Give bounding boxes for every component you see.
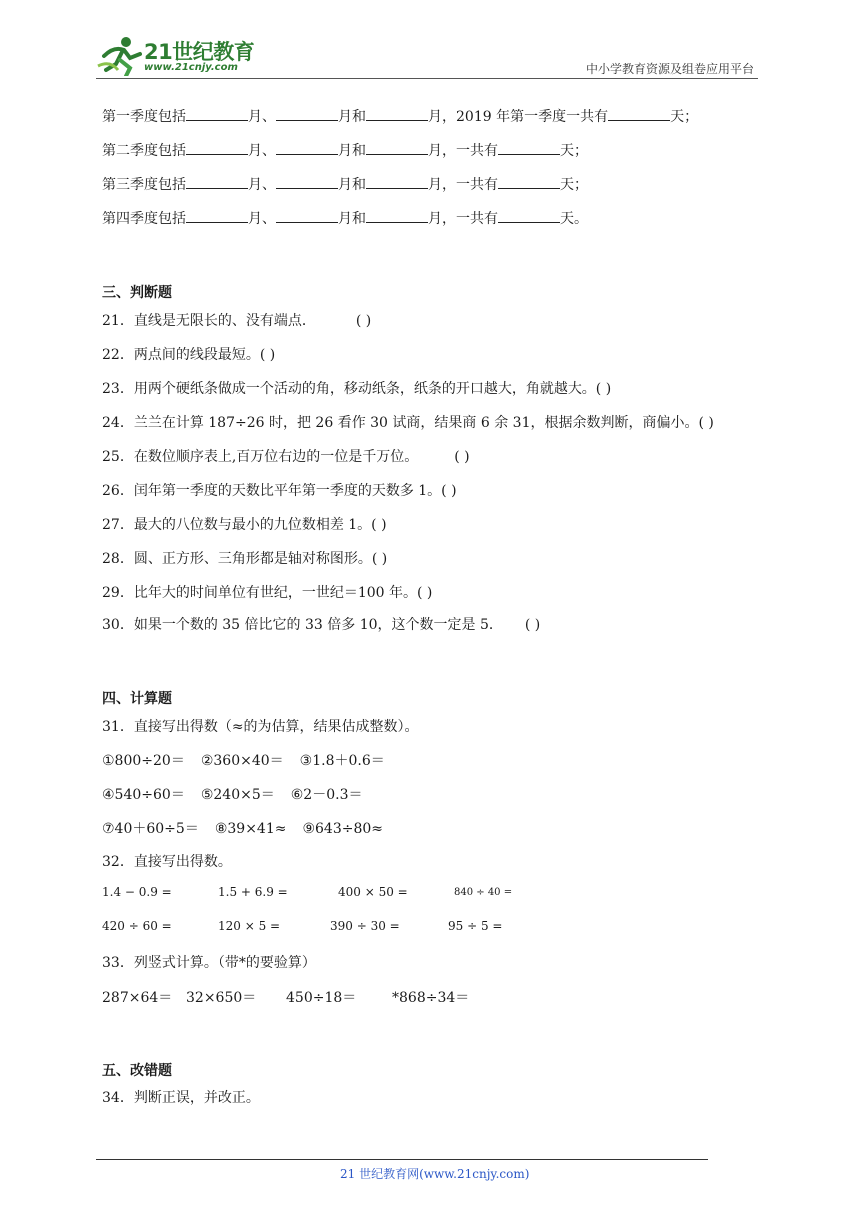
answer-blank[interactable]	[366, 140, 428, 155]
quarter-line: 第一季度包括 月、 月和 月，2019 年第一季度一共有 天；	[102, 106, 698, 126]
calc-item: 32×650＝	[186, 990, 257, 1006]
question-item: 26．闰年第一季度的天数比平年第一季度的天数多 1。( )	[102, 483, 457, 499]
calc-item: ⑧39×41≈	[214, 821, 287, 837]
answer-blank[interactable]	[276, 174, 338, 189]
answer-paren[interactable]: ( )	[454, 449, 470, 465]
logo-text: 21世纪教育	[144, 40, 255, 64]
calc-item: 1.5 + 6.9 =	[218, 885, 288, 899]
answer-blank[interactable]	[608, 106, 670, 121]
question-item: 30．如果一个数的 35 倍比它的 33 倍多 10，这个数一定是 5． ( )	[102, 617, 541, 633]
calc-item: ⑦40＋60÷5＝	[102, 821, 199, 837]
answer-paren[interactable]: ( )	[524, 617, 541, 633]
calc-item: ⑨643÷80≈	[302, 821, 384, 837]
calc-item: ④540÷60＝	[102, 787, 185, 803]
calc-item: ②360×40＝	[200, 753, 284, 769]
question-32: 32．直接写出得数。	[102, 854, 232, 870]
header-divider	[96, 78, 758, 79]
answer-paren[interactable]: )	[376, 517, 387, 533]
section-title: 三、判断题	[102, 285, 172, 301]
calc-item: 390 ÷ 30 =	[330, 919, 400, 933]
answer-blank[interactable]	[186, 106, 248, 121]
footer-link[interactable]: 21 世纪教育网(www.21cnjy.com)	[340, 1167, 530, 1181]
answer-blank[interactable]	[186, 174, 248, 189]
question-item: 25．在数位顺序表上,百万位右边的一位是千万位。 ( )	[102, 449, 470, 465]
answer-paren[interactable]: )	[446, 483, 457, 499]
calc-item: 420 ÷ 60 =	[102, 919, 172, 933]
question-item: 24．兰兰在计算 187÷26 时，把 26 看作 30 试商，结果商 6 余 31，根据余数判断，商偏小。( )	[102, 415, 714, 431]
question-33: 33．列竖式计算。（带*的要验算）	[102, 955, 316, 971]
question-item: 21．直线是无限长的、没有端点． ( )	[102, 313, 372, 329]
question-34: 34．判断正误，并改正。	[102, 1090, 260, 1106]
calc-row	[102, 750, 385, 770]
question-item: 22．两点间的线段最短。( )	[102, 347, 276, 363]
calc-item: 1.4 − 0.9 =	[102, 885, 172, 899]
site-logo	[96, 36, 266, 80]
logo-url: www.21cnjy.com	[144, 62, 238, 73]
answer-blank[interactable]	[366, 208, 428, 223]
runner-icon	[96, 36, 142, 76]
footer-divider	[96, 1159, 708, 1160]
calc-item: ③1.8＋0.6＝	[299, 753, 385, 769]
answer-blank[interactable]	[276, 106, 338, 121]
answer-blank[interactable]	[186, 140, 248, 155]
answer-paren[interactable]: )	[265, 347, 276, 363]
answer-blank[interactable]	[498, 140, 560, 155]
question-item: 27．最大的八位数与最小的九位数相差 1。( )	[102, 517, 387, 533]
calc-row	[102, 784, 362, 804]
question-item: 28．圆、正方形、三角形都是轴对称图形。( )	[102, 551, 388, 567]
section-title: 五、改错题	[102, 1063, 172, 1079]
quarter-line: 第三季度包括 月、 月和 月，一共有 天；	[102, 174, 588, 194]
platform-name: 中小学教育资源及组卷应用平台	[585, 62, 754, 76]
answer-blank[interactable]	[186, 208, 248, 223]
calc-item: 400 × 50 =	[338, 885, 408, 899]
calc-item: *868÷34＝	[392, 990, 470, 1006]
calc-item: ①800÷20＝	[102, 753, 185, 769]
calc-item: 120 × 5 =	[218, 919, 281, 933]
question-item: 29．比年大的时间单位有世纪，一世纪＝100 年。( )	[102, 585, 433, 601]
answer-blank[interactable]	[276, 208, 338, 223]
answer-blank[interactable]	[498, 208, 560, 223]
answer-paren[interactable]: )	[601, 381, 612, 397]
calc-item: ⑤240×5＝	[200, 787, 275, 803]
calc-item: 95 ÷ 5 =	[448, 919, 503, 933]
answer-blank[interactable]	[276, 140, 338, 155]
answer-blank[interactable]	[366, 106, 428, 121]
answer-paren[interactable]: )	[422, 585, 433, 601]
question-31: 31．直接写出得数（≈的为估算，结果估成整数）。	[102, 719, 419, 735]
quarter-line: 第四季度包括 月、 月和 月，一共有 天。	[102, 208, 588, 228]
answer-blank[interactable]	[498, 174, 560, 189]
answer-blank[interactable]	[366, 174, 428, 189]
section-title: 四、计算题	[102, 691, 172, 707]
question-item: 23．用两个硬纸条做成一个活动的角，移动纸条，纸条的开口越大，角就越大。( )	[102, 381, 612, 397]
calc-item: ⑥2－0.3＝	[290, 787, 363, 803]
answer-paren[interactable]: )	[703, 415, 714, 431]
answer-paren[interactable]: )	[377, 551, 388, 567]
calc-item: 840 ÷ 40 =	[454, 887, 513, 898]
calc-item: 287×64＝	[102, 990, 173, 1006]
answer-paren[interactable]: ( )	[355, 313, 372, 329]
quarter-line: 第二季度包括 月、 月和 月，一共有 天；	[102, 140, 588, 160]
calc-row	[102, 818, 383, 838]
calc-item: 450÷18＝	[286, 990, 357, 1006]
